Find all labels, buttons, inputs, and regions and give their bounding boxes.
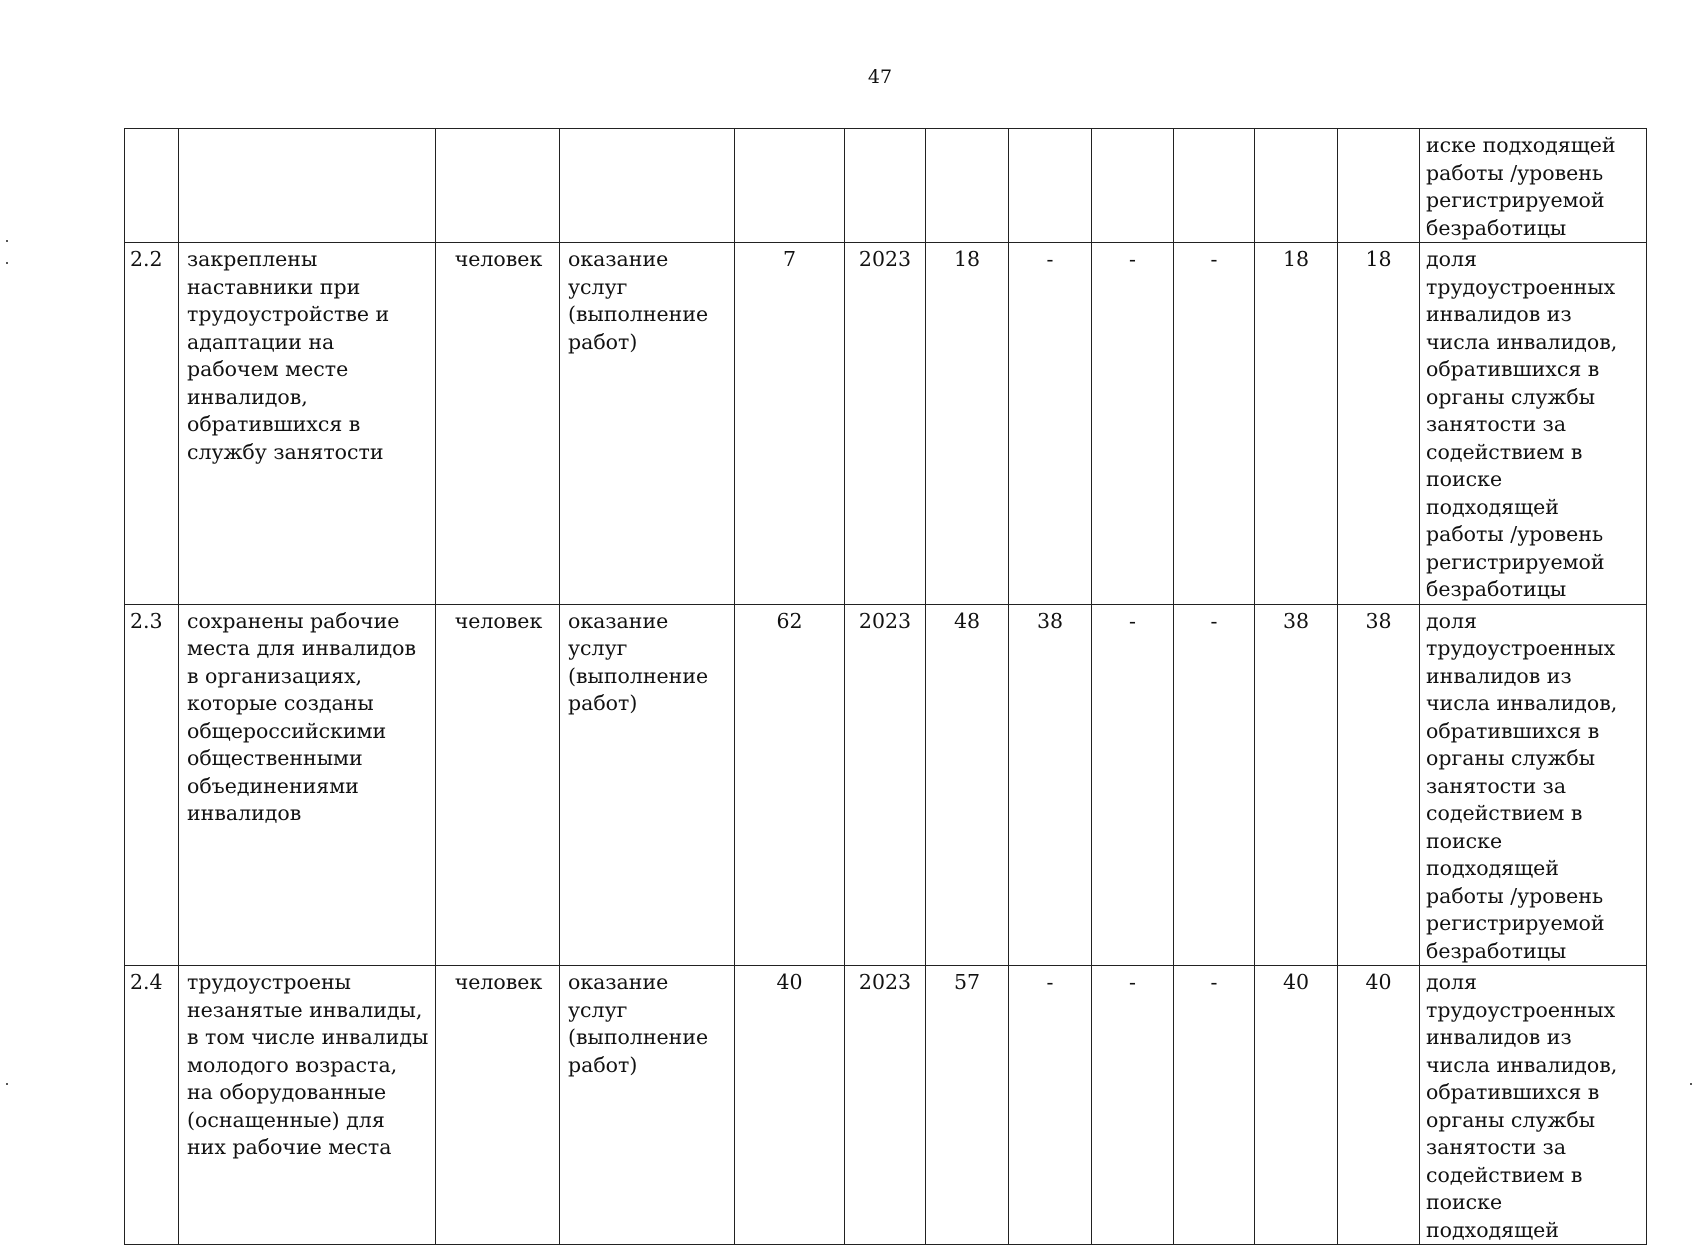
- type-cell: оказание услуг (выполнение работ): [560, 604, 735, 966]
- value-cell: -: [1174, 966, 1255, 1245]
- value-cell: 40: [1255, 966, 1338, 1245]
- row-index: 2.3: [125, 604, 179, 966]
- unit-cell: человек: [436, 966, 560, 1245]
- value-cell: -: [1174, 243, 1255, 605]
- indicator-cell: доля трудоустроенных инвалидов из числа инвалидов, обратившихся в органы службы занятости за содействием в поиске подходящей: [1420, 966, 1647, 1245]
- unit-cell: человек: [436, 604, 560, 966]
- table-row-continuation: [125, 129, 1647, 243]
- result-cell: закреплены наставники при трудоустройстве и адаптации на рабочем месте инвалидов, обратившихся в службу занятости: [179, 243, 436, 605]
- indicator-cell: доля трудоустроенных инвалидов из числа инвалидов, обратившихся в органы службы занятости за содействием в поиске подходящей работы /уровень регистрируемой безработицы: [1420, 604, 1647, 966]
- empty-cell: [926, 129, 1009, 243]
- table-row: [125, 966, 1647, 1245]
- empty-cell: [436, 129, 560, 243]
- value-cell: 18: [926, 243, 1009, 605]
- scan-mark: [1690, 1083, 1692, 1085]
- base-value-cell: 40: [735, 966, 845, 1245]
- base-year-cell: 2023: [845, 604, 926, 966]
- indicator-cell: доля трудоустроенных инвалидов из числа инвалидов, обратившихся в органы службы занятости за содействием в поиске подходящей работы /уровень регистрируемой безработицы: [1420, 243, 1647, 605]
- result-cell: трудоустроены незанятые инвалиды, в том числе инвалиды молодого возраста, на оборудованные (оснащенные) для них рабочие места: [179, 966, 436, 1245]
- value-cell: 18: [1338, 243, 1420, 605]
- row-index: 2.4: [125, 966, 179, 1245]
- empty-cell: [1092, 129, 1174, 243]
- value-cell: -: [1009, 966, 1092, 1245]
- value-cell: -: [1009, 243, 1092, 605]
- page-number: 47: [867, 66, 893, 88]
- result-cell: сохранены рабочие места для инвалидов в организациях, которые созданы общероссийскими общественными объединениями инвалидов: [179, 604, 436, 966]
- empty-cell: [845, 129, 926, 243]
- value-cell: 57: [926, 966, 1009, 1245]
- empty-cell: [1255, 129, 1338, 243]
- value-cell: -: [1092, 243, 1174, 605]
- empty-cell: [179, 129, 436, 243]
- scan-mark: [6, 240, 8, 242]
- empty-cell: [1338, 129, 1420, 243]
- empty-cell: [1009, 129, 1092, 243]
- empty-cell: [1174, 129, 1255, 243]
- table-row: [125, 243, 1647, 605]
- base-year-cell: 2023: [845, 966, 926, 1245]
- base-value-cell: 62: [735, 604, 845, 966]
- value-cell: 40: [1338, 966, 1420, 1245]
- value-cell: -: [1092, 604, 1174, 966]
- base-value-cell: 7: [735, 243, 845, 605]
- indicator-cell: иске подходящей работы /уровень регистрируемой безработицы: [1420, 129, 1647, 243]
- scan-mark: [6, 262, 8, 264]
- empty-cell: [125, 129, 179, 243]
- value-cell: 38: [1009, 604, 1092, 966]
- scan-mark: [6, 1083, 8, 1085]
- value-cell: 18: [1255, 243, 1338, 605]
- type-cell: оказание услуг (выполнение работ): [560, 243, 735, 605]
- value-cell: -: [1092, 966, 1174, 1245]
- value-cell: 48: [926, 604, 1009, 966]
- base-year-cell: 2023: [845, 243, 926, 605]
- value-cell: 38: [1255, 604, 1338, 966]
- type-cell: оказание услуг (выполнение работ): [560, 966, 735, 1245]
- value-cell: 38: [1338, 604, 1420, 966]
- value-cell: -: [1174, 604, 1255, 966]
- unit-cell: человек: [436, 243, 560, 605]
- table-row: [125, 604, 1647, 966]
- empty-cell: [735, 129, 845, 243]
- row-index: 2.2: [125, 243, 179, 605]
- empty-cell: [560, 129, 735, 243]
- results-table: [124, 128, 1647, 1245]
